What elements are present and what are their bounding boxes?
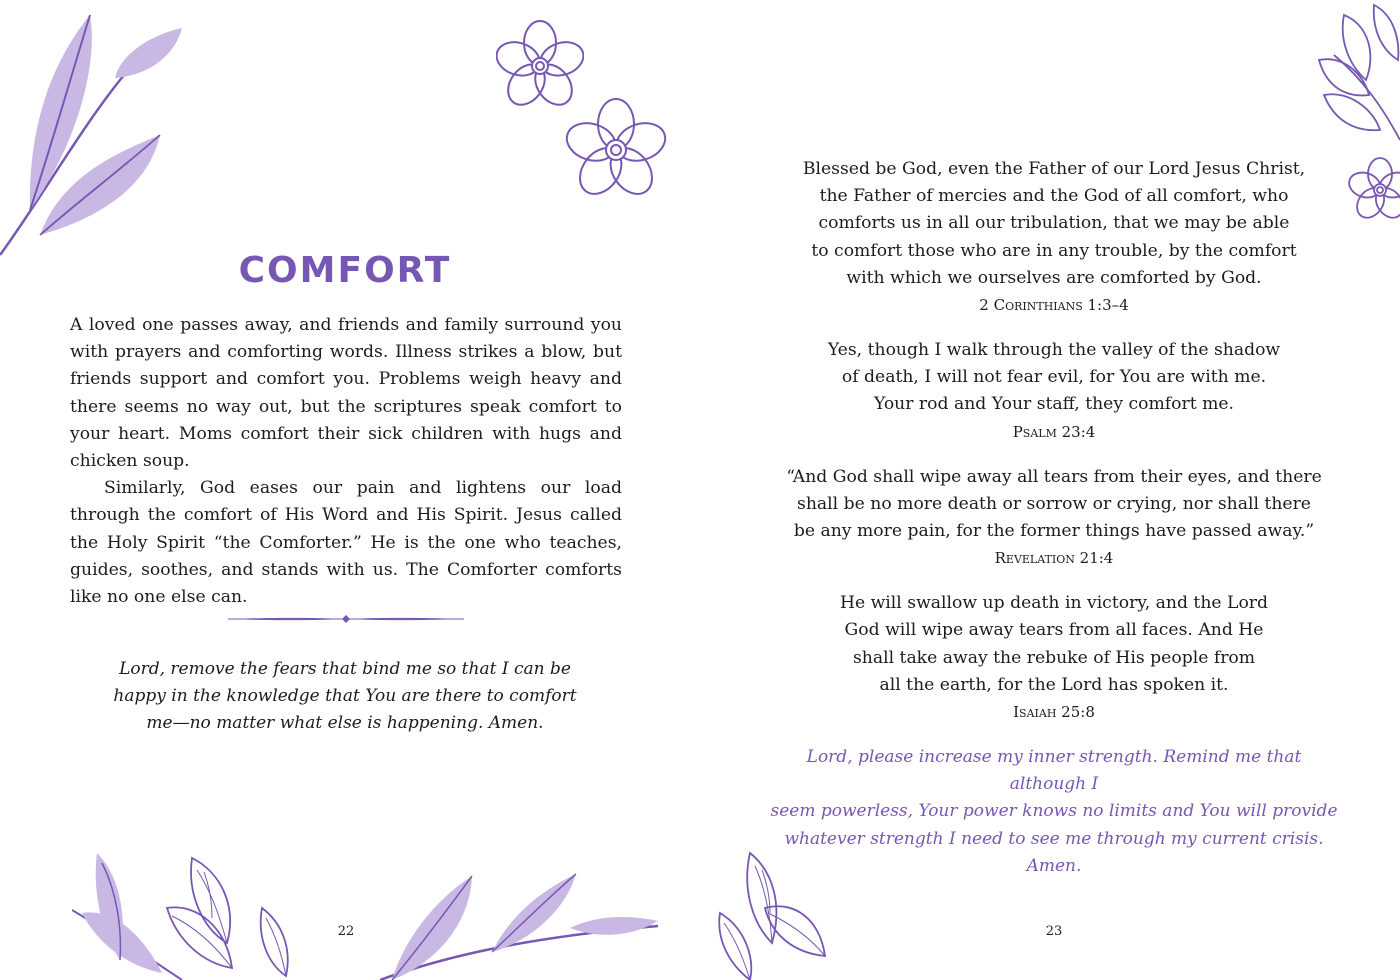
page-number: 22 [337, 924, 355, 939]
verse-line: shall be no more death or sorrow or crying, nor shall there [797, 493, 1311, 514]
verse-line: Blessed be God, even the Father of our Lord Jesus Christ, [802, 159, 1306, 179]
verse-line: He will swallow up death in victory, and the Lord [839, 593, 1269, 614]
flower-outline-icon [556, 96, 676, 208]
verse-block [770, 337, 1338, 446]
right-page [700, 0, 1400, 980]
prayer-text: Lord, remove the fears that bind me so that I can be happy in the knowledge that You are there to comfort me—no matter what else is happening. Amen. [113, 659, 577, 734]
verse-line: all the earth, for the Lord has spoken it. [879, 674, 1229, 695]
verse-reference: 2 Corinthians 1:3–4 [979, 296, 1129, 315]
verse-line: shall take away the rebuke of His people from [852, 647, 1256, 668]
verse-reference: Psalm 23:4 [1012, 422, 1096, 441]
verse-line: of death, I will not fear evil, for You are with me. [841, 367, 1267, 388]
verse-line: Your rod and Your staff, they comfort me. [873, 394, 1235, 415]
prayer-line: whatever strength I need to see me through my current crisis. Amen. [784, 828, 1324, 876]
prayer-text [770, 744, 1338, 880]
prayer-line: seem powerless, Your power knows no limits and You will provide [770, 801, 1338, 822]
verse-line: “And God shall wipe away all tears from their eyes, and there [786, 466, 1322, 487]
verse-line: the Father of mercies and the God of all comfort, who [819, 186, 1289, 207]
verse-list [770, 156, 1338, 880]
verse-block [770, 590, 1338, 726]
leaf-branch-icon [0, 0, 200, 270]
verse-block [770, 156, 1338, 319]
leaf-branch-icon [380, 866, 660, 980]
page-number: 23 [1045, 924, 1063, 939]
verse-line: God will wipe away tears from all faces. And He [844, 620, 1264, 641]
ornament-divider [228, 612, 464, 626]
line-leaf-icon [710, 848, 830, 980]
verse-line: to comfort those who are in any trouble, by the comfort [811, 240, 1297, 261]
prayer-line: Lord, please increase my inner strength. Remind me that although I [806, 747, 1302, 795]
page-title: COMFORT [238, 250, 452, 291]
body-text [70, 312, 622, 611]
paragraph: Similarly, God eases our pain and lightens our load through the comfort of His Word and His Spirit. Jesus called the Holy Spirit “the Comforter.” He is the one who teaches, guides, soothes, and stands with us. The Comforter comforts like no one else can. [70, 478, 622, 608]
verse-reference: Isaiah 25:8 [1013, 703, 1095, 722]
paragraph: A loved one passes away, and friends and family surround you with prayers and comforting words. Illness strikes a blow, but friends support and comfort you. Problems weigh heavy and there seems no way out, but the scriptures speak comfort to your heart. Moms comfort their sick children with hugs and chicken soup. [70, 315, 622, 472]
verse-line: be any more pain, for the former things have passed away.” [793, 521, 1315, 542]
verse-line: comforts us in all our tribulation, that we may be able [818, 213, 1290, 234]
verse-reference: Revelation 21:4 [994, 549, 1114, 568]
verse-line: Yes, though I walk through the valley of the shadow [827, 340, 1281, 361]
verse-line: with which we ourselves are comforted by God. [846, 267, 1262, 288]
leaf-branch-icon [72, 848, 302, 980]
verse-block [770, 464, 1338, 573]
